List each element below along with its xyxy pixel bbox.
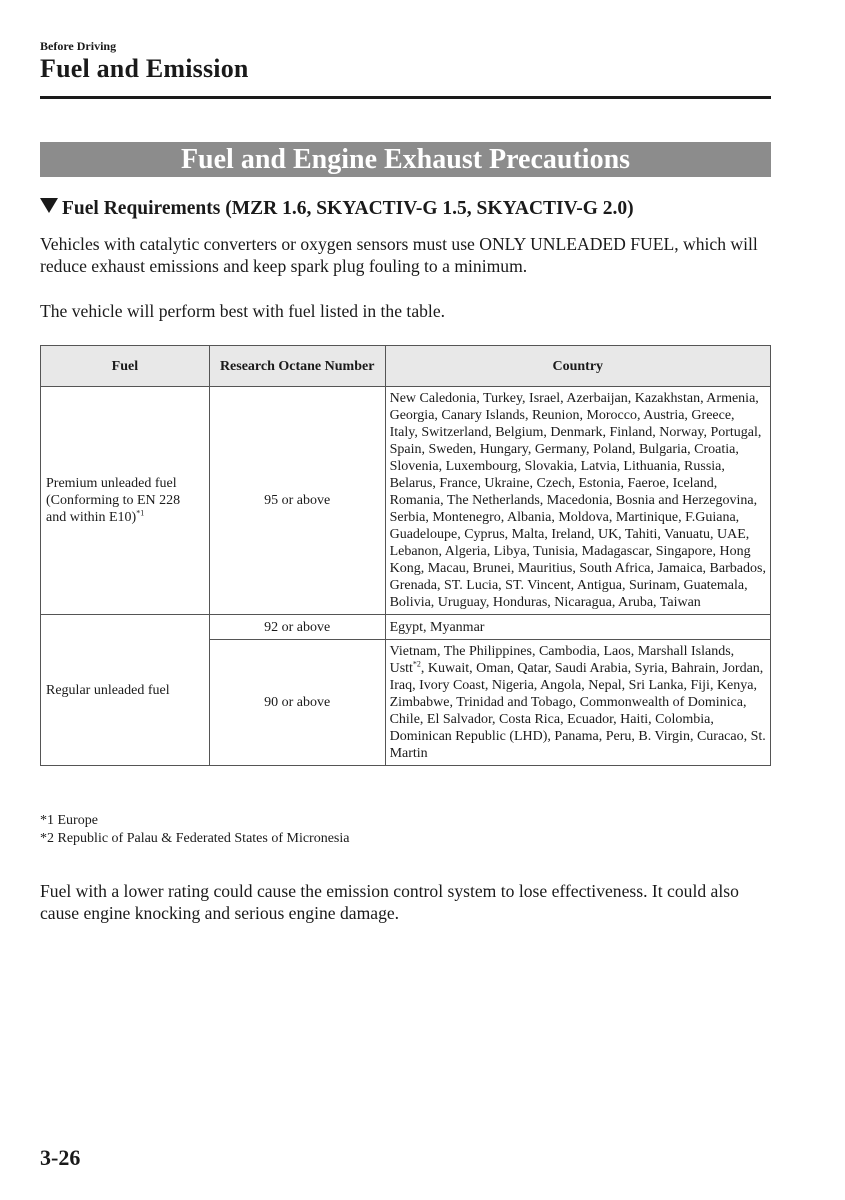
header-rule: [40, 96, 771, 99]
paragraph-unleaded-requirement: Vehicles with catalytic converters or oxygen sensors must use ONLY UNLEADED FUEL, which will reduce exhaust emissions and keep spark plug fouling to a minimum.: [40, 234, 758, 276]
footnote: *1 Europe: [40, 813, 98, 828]
table-row: [41, 387, 771, 615]
subheading-text: Fuel Requirements (MZR 1.6, SKYACTIV-G 1.5, SKYACTIV-G 2.0): [62, 198, 634, 219]
subheading: [40, 198, 634, 220]
table-header-row: [41, 346, 771, 387]
triangle-down-icon: [40, 198, 58, 213]
header-country: Country: [385, 346, 770, 387]
header-octane: Research Octane Number: [209, 346, 385, 387]
cell-octane: 90 or above: [209, 640, 385, 766]
paragraph-lower-rating-warning: Fuel with a lower rating could cause the emission control system to lose effectiveness. It could also cause engine knocking and serious engine damage.: [40, 881, 739, 923]
cell-octane: 95 or above: [209, 387, 385, 615]
fuel-table: [40, 345, 771, 766]
header-fuel: Fuel: [41, 346, 210, 387]
footnotes: [40, 812, 349, 848]
countries-text: , Kuwait, Oman, Qatar, Saudi Arabia, Syria, Bahrain, Jordan, Iraq, Ivory Coast, Nigeria, Angola, Nepal, Sri Lanka, Fiji, Kenya, Zimbabwe, Trinidad and Tobago, Commonwealth of Dominica, Chile, El Salvador, Costa Rica, Ecuador, Haiti, Colombia, Dominican Republic (LHD), Panama, Peru, B. Virgin, Curacao, St. Martin: [389, 661, 766, 761]
table-row: [41, 615, 771, 640]
countries-text: Vietnam, The Philippines, Cambodia, Laos, Marshall Islands, Ustt: [389, 644, 735, 676]
footnote-ref: *1: [136, 508, 145, 518]
footnote: *2 Republic of Palau & Federated States of Micronesia: [40, 831, 350, 846]
page-number: 3-26: [40, 1145, 81, 1170]
cell-countries: New Caledonia, Turkey, Israel, Azerbaijan, Kazakhstan, Armenia, Georgia, Canary Islands, Reunion, Morocco, Austria, Greece, Italy, Switzerland, Belgium, Denmark, Finland, Norway, Portugal, Spain, Sweden, Hungary, Germany, Poland, Bulgaria, Croatia, Slovenia, Luxembourg, Slovakia, Latvia, Lithuania, Russia, Belarus, France, Ukraine, Czech, Estonia, Faeroe, Iceland, Romania, The Netherlands, Macedonia, Bosnia and Herzegovina, Serbia, Montenegro, Albania, Moldova, Martinique, F.Guiana, Guadeloupe, Cyprus, Malta, Ireland, UK, Tahiti, Vanuatu, UAE, Lebanon, Algeria, Libya, Tunisia, Madagascar, Singapore, Hong Kong, Macau, Brunei, Mauritius, South Africa, Jamaica, Barbados, Grenada, ST. Lucia, ST. Vincent, Antigua, Surinam, Guatemala, Bolivia, Uruguay, Honduras, Nicaragua, Aruba, Taiwan: [385, 387, 770, 615]
footnote-ref: *2: [412, 659, 421, 669]
paragraph-performance: The vehicle will perform best with fuel listed in the table.: [40, 301, 446, 321]
cell-countries: [385, 640, 770, 766]
cell-fuel-premium: [41, 387, 210, 615]
section-banner: Fuel and Engine Exhaust Precautions: [40, 142, 771, 177]
fuel-premium-label: Premium unleaded fuel (Conforming to EN 228 and within E10): [46, 476, 181, 525]
chapter-label: Before Driving: [40, 39, 117, 53]
cell-octane: 92 or above: [209, 615, 385, 640]
cell-fuel-regular: Regular unleaded fuel: [41, 615, 210, 766]
section-title: Fuel and Emission: [40, 54, 249, 83]
cell-countries: Egypt, Myanmar: [385, 615, 770, 640]
